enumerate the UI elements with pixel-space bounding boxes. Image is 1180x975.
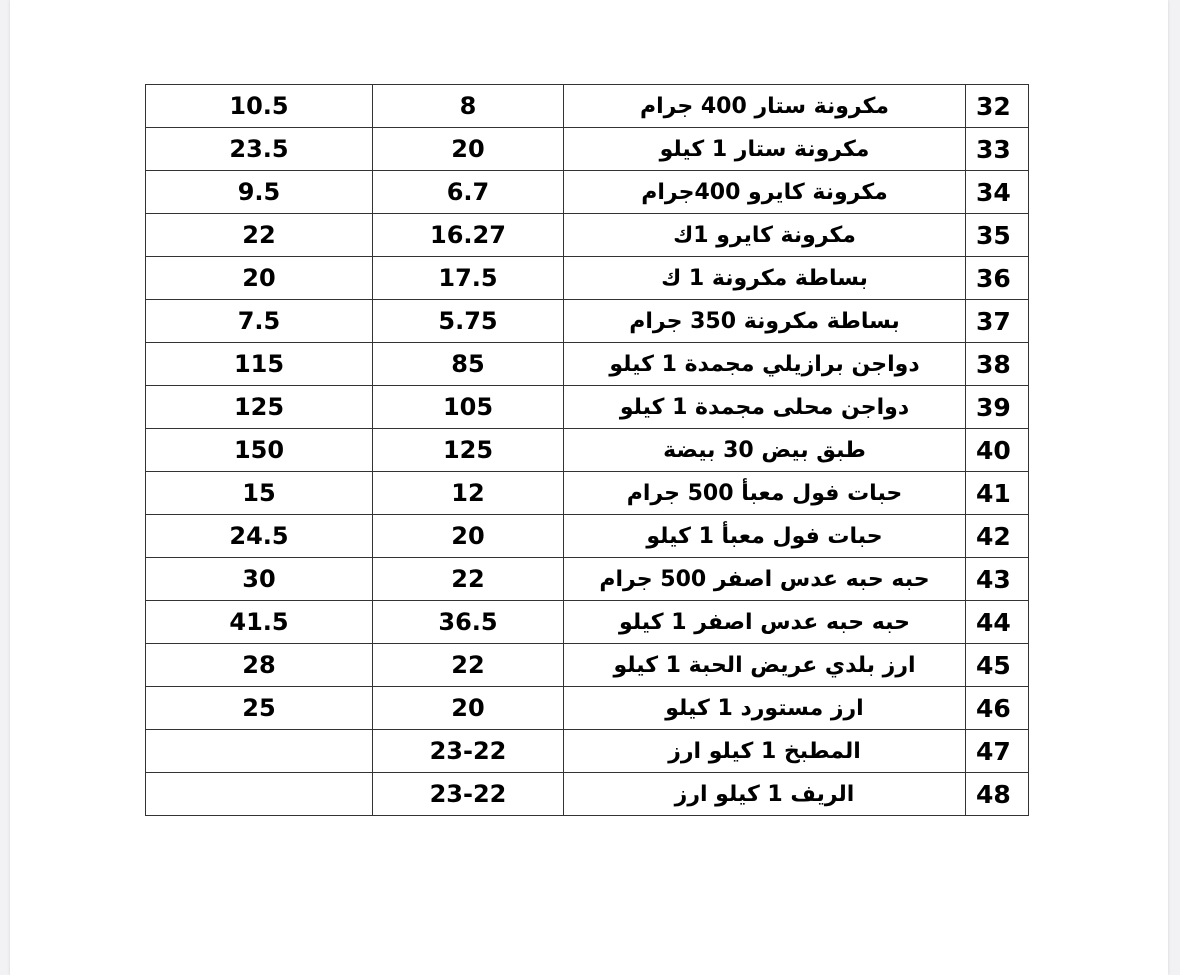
price-wholesale-cell: 5.75: [373, 300, 564, 343]
price-retail-cell: [146, 730, 373, 773]
table-row: [146, 515, 1029, 558]
row-number-cell: 35: [966, 214, 1029, 257]
row-number-cell: 42: [966, 515, 1029, 558]
row-number-cell: 41: [966, 472, 1029, 515]
price-retail-cell: 10.5: [146, 85, 373, 128]
price-table: [145, 84, 1029, 816]
price-retail-cell: 15: [146, 472, 373, 515]
price-retail-cell: 115: [146, 343, 373, 386]
table-row: [146, 601, 1029, 644]
table-row: [146, 214, 1029, 257]
price-wholesale-cell: 12: [373, 472, 564, 515]
product-name-cell: حبه حبه عدس اصفر 1 كيلو: [564, 601, 966, 644]
price-wholesale-cell: 85: [373, 343, 564, 386]
price-wholesale-cell: 23-22: [373, 773, 564, 816]
table-row: [146, 386, 1029, 429]
price-retail-cell: 9.5: [146, 171, 373, 214]
row-number-cell: 32: [966, 85, 1029, 128]
price-retail-cell: 41.5: [146, 601, 373, 644]
price-retail-cell: 150: [146, 429, 373, 472]
product-name-cell: حبات فول معبأ 1 كيلو: [564, 515, 966, 558]
row-number-cell: 33: [966, 128, 1029, 171]
table-row: [146, 171, 1029, 214]
price-retail-cell: 125: [146, 386, 373, 429]
product-name-cell: طبق بيض 30 بيضة: [564, 429, 966, 472]
table-row: [146, 343, 1029, 386]
product-name-cell: مكرونة ستار 1 كيلو: [564, 128, 966, 171]
row-number-cell: 48: [966, 773, 1029, 816]
table-row: [146, 730, 1029, 773]
price-retail-cell: 28: [146, 644, 373, 687]
price-wholesale-cell: 36.5: [373, 601, 564, 644]
price-retail-cell: 22: [146, 214, 373, 257]
row-number-cell: 47: [966, 730, 1029, 773]
table-row: [146, 644, 1029, 687]
row-number-cell: 39: [966, 386, 1029, 429]
price-wholesale-cell: 22: [373, 558, 564, 601]
price-retail-cell: 7.5: [146, 300, 373, 343]
product-name-cell: حبات فول معبأ 500 جرام: [564, 472, 966, 515]
price-wholesale-cell: 20: [373, 128, 564, 171]
row-number-cell: 40: [966, 429, 1029, 472]
product-name-cell: مكرونة كايرو 400جرام: [564, 171, 966, 214]
row-number-cell: 38: [966, 343, 1029, 386]
table-row: [146, 85, 1029, 128]
product-name-cell: ارز بلدي عريض الحبة 1 كيلو: [564, 644, 966, 687]
product-name-cell: المطبخ 1 كيلو ارز: [564, 730, 966, 773]
product-name-cell: ارز مستورد 1 كيلو: [564, 687, 966, 730]
price-retail-cell: 20: [146, 257, 373, 300]
product-name-cell: مكرونة كايرو 1ك: [564, 214, 966, 257]
price-retail-cell: 30: [146, 558, 373, 601]
price-table-body: [146, 85, 1029, 816]
document-page: [10, 0, 1168, 975]
price-retail-cell: 25: [146, 687, 373, 730]
price-wholesale-cell: 105: [373, 386, 564, 429]
price-wholesale-cell: 20: [373, 515, 564, 558]
row-number-cell: 45: [966, 644, 1029, 687]
table-row: [146, 472, 1029, 515]
row-number-cell: 44: [966, 601, 1029, 644]
row-number-cell: 46: [966, 687, 1029, 730]
price-wholesale-cell: 20: [373, 687, 564, 730]
row-number-cell: 34: [966, 171, 1029, 214]
price-wholesale-cell: 8: [373, 85, 564, 128]
table-row: [146, 687, 1029, 730]
product-name-cell: حبه حبه عدس اصفر 500 جرام: [564, 558, 966, 601]
price-wholesale-cell: 23-22: [373, 730, 564, 773]
table-row: [146, 257, 1029, 300]
price-wholesale-cell: 6.7: [373, 171, 564, 214]
row-number-cell: 43: [966, 558, 1029, 601]
price-wholesale-cell: 17.5: [373, 257, 564, 300]
price-wholesale-cell: 125: [373, 429, 564, 472]
product-name-cell: دواجن برازيلي مجمدة 1 كيلو: [564, 343, 966, 386]
price-retail-cell: 23.5: [146, 128, 373, 171]
price-retail-cell: [146, 773, 373, 816]
table-row: [146, 773, 1029, 816]
row-number-cell: 37: [966, 300, 1029, 343]
product-name-cell: بساطة مكرونة 350 جرام: [564, 300, 966, 343]
product-name-cell: دواجن محلى مجمدة 1 كيلو: [564, 386, 966, 429]
table-row: [146, 300, 1029, 343]
product-name-cell: الريف 1 كيلو ارز: [564, 773, 966, 816]
product-name-cell: مكرونة ستار 400 جرام: [564, 85, 966, 128]
row-number-cell: 36: [966, 257, 1029, 300]
price-wholesale-cell: 22: [373, 644, 564, 687]
table-row: [146, 558, 1029, 601]
table-row: [146, 128, 1029, 171]
price-wholesale-cell: 16.27: [373, 214, 564, 257]
table-row: [146, 429, 1029, 472]
product-name-cell: بساطة مكرونة 1 ك: [564, 257, 966, 300]
price-retail-cell: 24.5: [146, 515, 373, 558]
